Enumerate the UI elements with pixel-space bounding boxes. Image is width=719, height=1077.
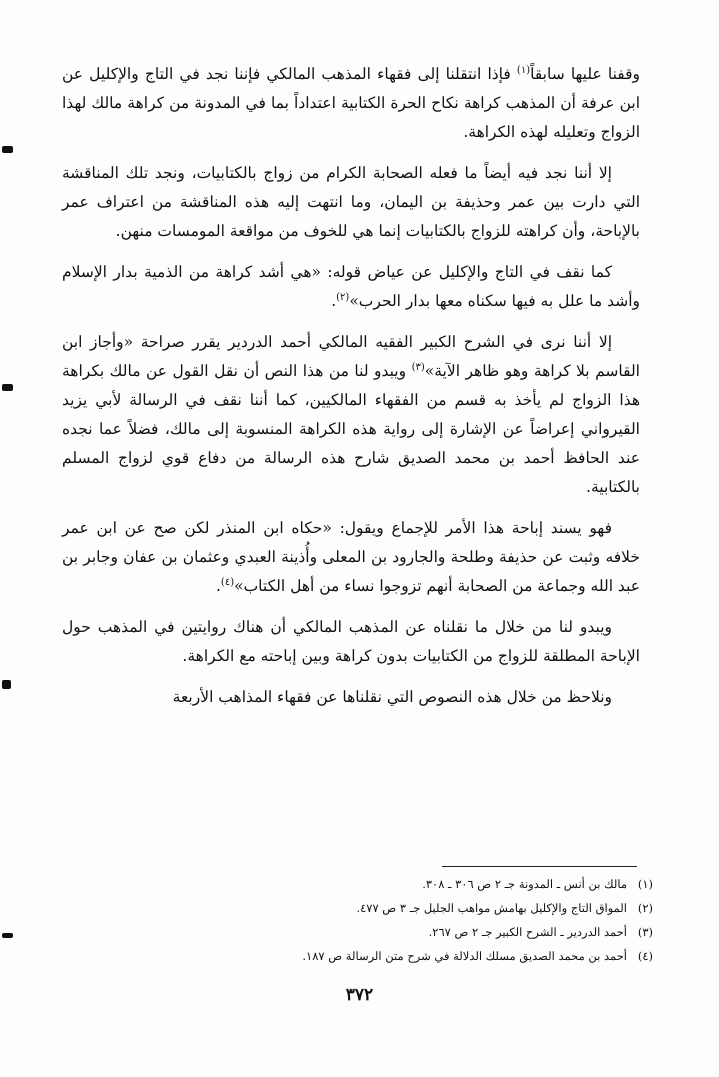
footnote-ref-2[interactable]: (٢): [336, 291, 350, 303]
paragraph-5-text: فهو يسند إباحة هذا الأمر للإجماع ويقول: «حكاه ابن المنذر لكن صح عن ابن عمر خلافه وثبت عن حذيفة وطلحة والجارود بن المعلى وأُذينة العبدي وعثمان بن عفان وجابر بن عبد الله وجماعة من الصحابة أنهم تزوجوا نساء من أهل الكتاب»: [62, 519, 640, 595]
footnote-ref-1[interactable]: (١): [516, 64, 531, 76]
binding-mark: [2, 680, 11, 689]
footnote-text: أحمد الدردير ـ الشرح الكبير جـ ٢ ص ٢٦٧.: [428, 925, 627, 939]
paragraph-1-rest: فإذا انتقلنا إلى فقهاء المذهب المالكي فإننا نجد في التاج والإكليل عن ابن عرفة أن المذهب كراهة نكاح الحرة الكتابية اعتداداً بما في المدونة من كراهة مالك لهذا الزواج وتعليله لهذه الكراهة.: [62, 65, 640, 141]
footnote-number: (١): [637, 877, 653, 891]
footnote-ref-4[interactable]: (٤): [220, 576, 235, 588]
footnote-text: أحمد بن محمد الصديق مسلك الدلالة في شرح متن الرسالة ص ١٨٧.: [302, 949, 627, 963]
footnote-number: (٤): [637, 949, 653, 963]
paragraph-5-end: .: [215, 577, 221, 595]
footnote-3: [93, 920, 653, 944]
paragraph-2: إلا أننا نجد فيه أيضاً ما فعله الصحابة الكرام من زواج بالكتابيات، ونجد تلك المناقشة التي دارت بين عمر وحذيفة بن اليمان، وما انتهت إليه هذه المناقشة من اعتراف عمر بالإباحة، وأن كراهته للزواج بالكتابيات إنما هي للخوف من مواقعة المومسات منهن.: [62, 164, 640, 240]
paragraph-3-text: كما نقف في التاج والإكليل عن عياض قوله: «هي أشد كراهة من الذمية بدار الإسلام وأشد ما علل به فيها سكناه معها بدار الحرب»: [62, 263, 640, 310]
footnote-ref-3[interactable]: (٣): [411, 361, 425, 373]
binding-mark: [2, 384, 13, 391]
footnote-text: المواق التاج والإكليل بهامش مواهب الجليل جـ ٣ ص ٤٧٧.: [356, 901, 627, 915]
paragraph-6: ويبدو لنا من خلال ما نقلناه عن المذهب المالكي أن هناك روايتين في المذهب حول الإباحة المطلقة للزواج من الكتابيات بدون كراهة وبين إباحته مع الكراهة.: [62, 618, 640, 665]
footnote-1: [93, 872, 653, 896]
binding-mark: [2, 933, 13, 938]
paragraph-4-rest: ويبدو لنا من هذا النص أن نقل القول عن مالك بكراهة هذا الزواج لم يأخذ به قسم من الفقهاء المالكيين، كما أننا نقف في الرسالة لأبي يزيد القيرواني إعراضاً عن الإشارة إلى رواية هذه الكراهة المنسوبة إلى مالك، فضلاً عما نجده عند الحافظ أحمد بن محمد الصديق شارح هذه الرسالة من دفاع قوي لزواج المسلم بالكتابية.: [62, 362, 640, 496]
paragraph-5: [62, 514, 640, 601]
paragraph-3: [62, 258, 640, 316]
paragraph-7: ونلاحظ من خلال هذه النصوص التي نقلناها عن فقهاء المذاهب الأربعة: [172, 688, 612, 706]
binding-mark: [2, 146, 13, 153]
paragraph-1-start: وقفنا عليها سابقاً: [530, 65, 640, 83]
footnote-divider: [442, 866, 637, 867]
footnote-4: [93, 944, 653, 968]
paragraph-4: [62, 328, 640, 502]
footnote-text: مالك بن أنس ـ المدونة جـ ٢ ص ٣٠٦ ـ ٣٠٨.: [422, 877, 627, 891]
paragraph-3-end: .: [331, 292, 337, 310]
footnote-2: [93, 896, 653, 920]
footnotes: [93, 872, 653, 968]
footnote-number: (٣): [637, 925, 653, 939]
paragraph-4-start: إلا أننا نرى في الشرح الكبير الفقيه المالكي أحمد الدردير يقرر صراحة «وأجاز ابن القاسم بلا كراهة وهو ظاهر الآية»: [62, 333, 640, 380]
footnote-number: (٢): [637, 901, 653, 915]
paragraph-1: [62, 60, 640, 147]
page-number: ٣٧٢: [345, 985, 374, 1005]
main-text: [62, 60, 640, 712]
